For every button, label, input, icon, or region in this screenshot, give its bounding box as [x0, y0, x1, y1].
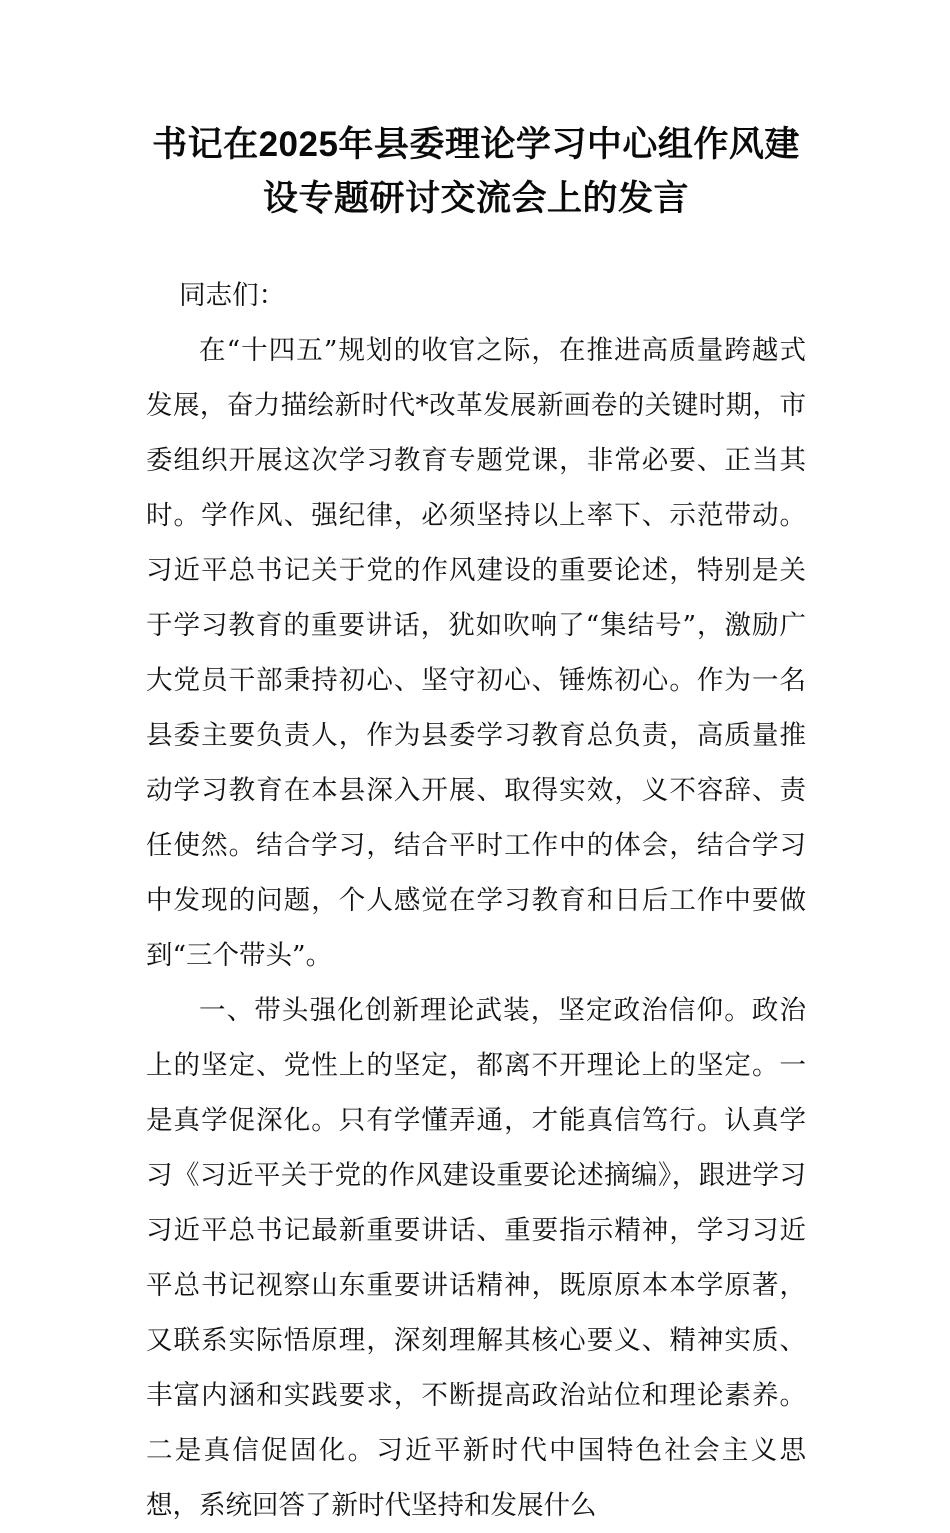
document-content: [146, 0, 806, 1533]
salutation-paragraph: 同志们：: [179, 280, 286, 311]
page-title: 书记在2025年县委理论学习中心组作风建设专题研讨交流会上的发言: [152, 125, 800, 218]
section-one-paragraph: 一、带头强化创新理论武装，坚定政治信仰。政治上的坚定、党性上的坚定，都离不开理论上的坚定。一是真学促深化。只有学懂弄通，才能真信笃行。认真学习《习近平关于党的作风建设重要论述摘编》，跟进学习习近平总书记最新重要讲话、重要指示精神，学习习近平总书记视察山东重要讲话精神，既原原本本学原著，又联系实际悟原理，深刻理解其核心要义、精神实质、丰富内涵和实践要求，不断提高政治站位和理论素养。二是真信促固化。习近平新时代中国特色社会主义思想，系统回答了新时代坚持和发展什么: [146, 995, 806, 1521]
opening-paragraph: 在“十四五”规划的收官之际，在推进高质量跨越式发展，奋力描绘新时代*改革发展新画卷的关键时期，市委组织开展这次学习教育专题党课，非常必要、正当其时。学作风、强纪律，必须坚持以上率下、示范带动。习近平总书记关于党的作风建设的重要论述，特别是关于学习教育的重要讲话，犹如吹响了“集结号”，激励广大党员干部秉持初心、坚守初心、锤炼初心。作为一名县委主要负责人，作为县委学习教育总负责，高质量推动学习教育在本县深入开展、取得实效，义不容辞、责任使然。结合学习，结合平时工作中的体会，结合学习中发现的问题，个人感觉在学习教育和日后工作中要做到“三个带头”。: [146, 335, 806, 971]
document-body: [146, 226, 806, 1533]
